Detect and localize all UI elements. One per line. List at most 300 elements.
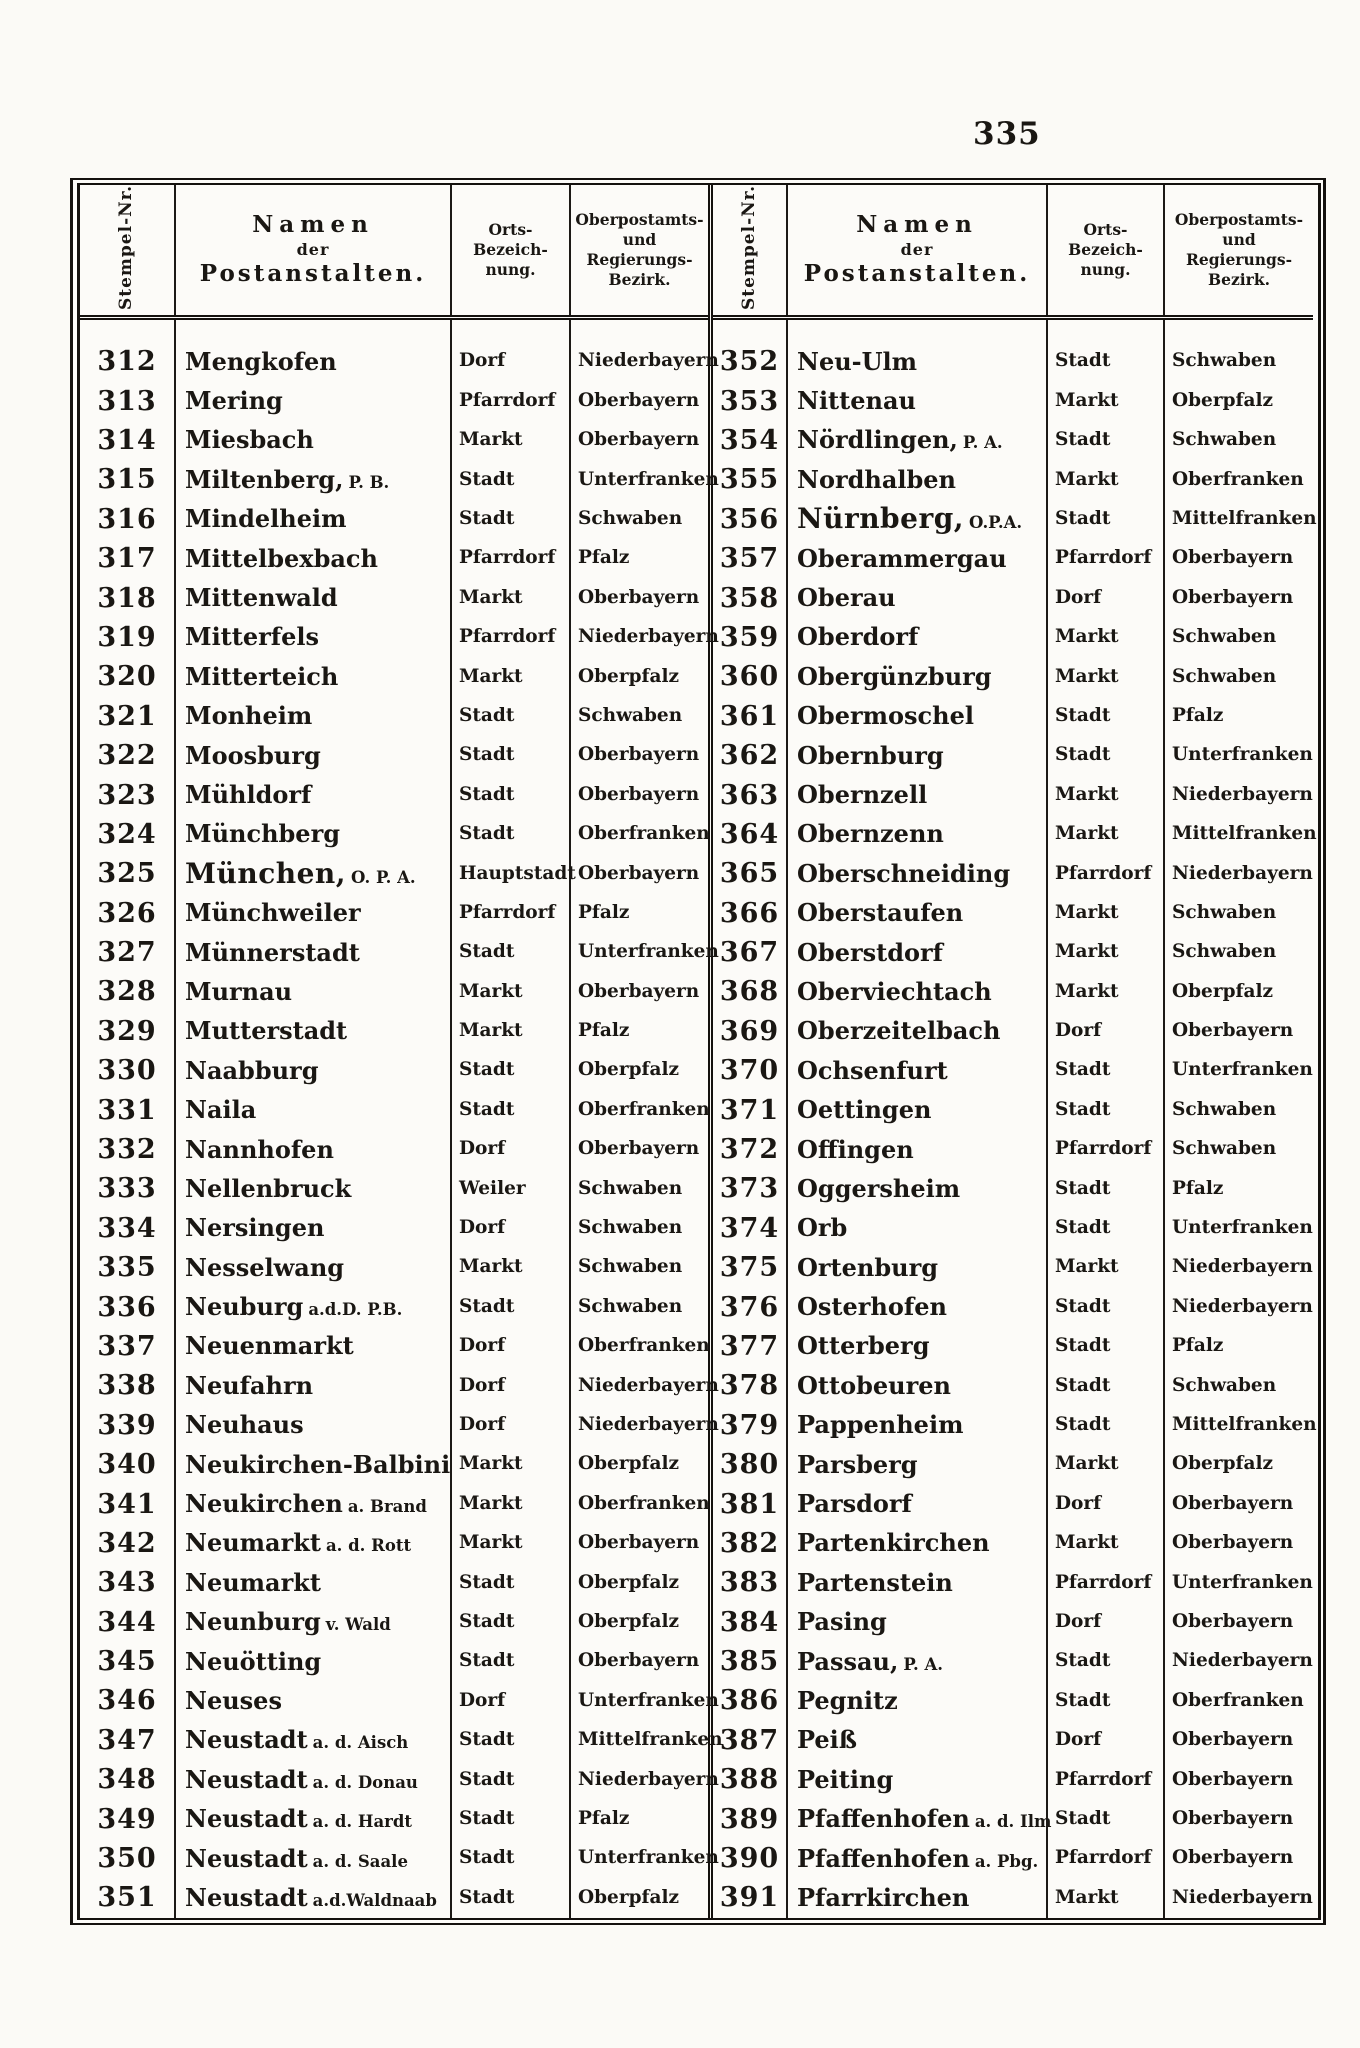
postanstalt-name [787, 1051, 1047, 1090]
postanstalt-name [175, 775, 451, 814]
postanstalt-name [175, 1603, 451, 1642]
orts-bezeichnung: Pfarrdorf [1047, 1563, 1164, 1602]
place-name: Pfaffenhofen [797, 1804, 970, 1834]
stempel-nr: 349 [97, 1803, 157, 1835]
place-name: Neustadt [185, 1804, 308, 1834]
stempel-nr: 329 [97, 1015, 157, 1047]
orts-bezeichnung: Dorf [451, 1327, 570, 1366]
regierungs-bezirk: Pfalz [570, 893, 708, 932]
place-name: Neuenmarkt [185, 1331, 354, 1361]
postanstalt-name [787, 1799, 1052, 1838]
stempel-nr: 365 [719, 858, 780, 890]
postanstalt-name [175, 1524, 451, 1563]
postanstalt-name [175, 972, 451, 1011]
place-name: Mering [185, 386, 283, 416]
place-name: Mitterteich [185, 661, 339, 691]
table-row [80, 421, 708, 460]
place-name: Mühldorf [185, 780, 312, 809]
place-name-suffix: a. d. Rott [325, 1536, 412, 1556]
regierungs-bezirk: Oberfranken [570, 1484, 708, 1523]
orts-bezeichnung: Stadt [451, 1839, 570, 1878]
place-name: Pfaffenhofen [797, 1843, 970, 1873]
postanstalt-name [787, 318, 1047, 382]
regierungs-bezirk: Niederbayern [1164, 854, 1313, 893]
regierungs-bezirk: Oberpfalz [570, 1563, 708, 1602]
stempel-nr: 359 [719, 621, 780, 653]
stempel-nr: 390 [719, 1843, 780, 1875]
postanstalt-name [175, 539, 451, 578]
regierungs-bezirk: Oberbayern [570, 421, 708, 460]
stempel-nr: 384 [719, 1606, 780, 1638]
regierungs-bezirk: Oberbayern [1164, 1760, 1313, 1799]
postanstalt-name [787, 1209, 1047, 1248]
postanstalt-name [175, 500, 451, 539]
stempel-nr: 322 [97, 740, 157, 772]
orts-bezeichnung: Pfarrdorf [451, 539, 570, 578]
place-name: Ochsenfurt [797, 1055, 948, 1085]
orts-bezeichnung: Markt [451, 421, 570, 460]
regierungs-bezirk: Oberpfalz [1164, 381, 1313, 420]
place-name: Neukirchen [185, 1489, 343, 1519]
postanstalt-name [787, 1287, 1047, 1326]
table-left-half [80, 185, 723, 1918]
postanstalt-name [175, 1130, 451, 1169]
regierungs-bezirk: Oberbayern [570, 775, 708, 814]
postanstalt-name [787, 1445, 1047, 1484]
stempel-nr: 387 [719, 1724, 780, 1756]
orts-bezeichnung: Stadt [451, 1760, 570, 1799]
stempel-nr: 339 [97, 1409, 157, 1441]
place-name-suffix: a. d. Hardt [312, 1812, 413, 1832]
stempel-nr: 380 [719, 1449, 780, 1481]
regierungs-bezirk: Pfalz [1164, 697, 1313, 736]
place-name: Obernzenn [797, 819, 944, 849]
regierungs-bezirk: Schwaben [1164, 1366, 1313, 1405]
orts-bezeichnung: Stadt [1047, 1090, 1164, 1129]
postanstalt-name [175, 1563, 451, 1602]
header-orts-bezeichnung: Orts- Bezeich- nung. [1047, 185, 1164, 318]
postanstalt-name [787, 854, 1047, 893]
orts-bezeichnung: Markt [1047, 1445, 1164, 1484]
place-name: Mutterstadt [185, 1016, 348, 1046]
regierungs-bezirk: Niederbayern [570, 318, 708, 382]
place-name: Nördlingen, [797, 425, 958, 455]
stempel-nr: 383 [719, 1567, 780, 1599]
postanstalt-name [787, 539, 1047, 578]
postanstalt-name [175, 657, 451, 696]
place-name: Neumarkt [185, 1528, 321, 1558]
postanstalt-name [175, 381, 451, 420]
regierungs-bezirk: Mittelfranken [1164, 815, 1313, 854]
table-row [713, 421, 1313, 460]
regierungs-bezirk: Mittelfranken [1164, 500, 1313, 539]
place-name: Oberdorf [797, 622, 919, 652]
stempel-nr: 342 [97, 1527, 157, 1559]
orts-bezeichnung: Stadt [451, 697, 570, 736]
stempel-nr: 335 [97, 1252, 157, 1284]
place-name: Oberstaufen [797, 898, 964, 928]
regierungs-bezirk: Oberpfalz [1164, 972, 1313, 1011]
place-name-suffix: a. Brand [347, 1497, 427, 1517]
stempel-nr: 368 [719, 976, 780, 1008]
place-name: Neumarkt [185, 1567, 321, 1597]
stempel-nr: 360 [719, 661, 780, 693]
regierungs-bezirk: Oberbayern [570, 736, 708, 775]
postanstalt-name [175, 697, 451, 736]
orts-bezeichnung: Stadt [451, 1563, 570, 1602]
stempel-nr: 376 [719, 1291, 780, 1323]
regierungs-bezirk: Oberbayern [570, 1130, 708, 1169]
orts-bezeichnung: Stadt [451, 1603, 570, 1642]
postanstalt-name [175, 1406, 451, 1445]
place-name-suffix: a.d.Waldnaab [312, 1890, 437, 1910]
postanstalt-name [787, 1366, 1047, 1405]
table-right-half [708, 185, 1317, 1918]
place-name: München, [185, 856, 347, 890]
stempel-nr: 358 [719, 582, 780, 614]
header-stempel-nr: Stempel-Nr. [80, 185, 175, 318]
place-name: Oberstdorf [797, 937, 943, 967]
regierungs-bezirk: Oberbayern [570, 972, 708, 1011]
header-namen: Namen der Postanstalten. [787, 185, 1047, 318]
postanstalt-name [175, 1169, 451, 1208]
regierungs-bezirk: Oberbayern [1164, 1839, 1313, 1878]
place-name: Mindelheim [185, 504, 347, 534]
place-name: Oberammergau [797, 543, 1007, 573]
regierungs-bezirk: Oberpfalz [570, 1051, 708, 1090]
orts-bezeichnung: Stadt [451, 500, 570, 539]
place-name: Münnerstadt [185, 937, 360, 967]
regierungs-bezirk: Schwaben [1164, 618, 1313, 657]
orts-bezeichnung: Stadt [451, 1287, 570, 1326]
orts-bezeichnung: Stadt [1047, 1209, 1164, 1248]
postanstalt-name [175, 318, 451, 382]
table-row [80, 539, 708, 578]
regierungs-bezirk: Niederbayern [1164, 1287, 1313, 1326]
regierungs-bezirk: Niederbayern [570, 1406, 708, 1445]
stempel-nr: 385 [719, 1646, 780, 1678]
orts-bezeichnung: Dorf [451, 1209, 570, 1248]
table-row [713, 578, 1313, 617]
stempel-nr: 369 [719, 1015, 780, 1047]
page-number: 335 [973, 116, 1041, 152]
orts-bezeichnung: Markt [1047, 775, 1164, 814]
regierungs-bezirk: Mittelfranken [1164, 1406, 1313, 1445]
postanstalt-name [175, 1209, 451, 1248]
postanstalt-name [175, 578, 451, 617]
regierungs-bezirk: Oberfranken [1164, 1681, 1313, 1720]
stempel-nr: 333 [97, 1173, 157, 1205]
table-row [713, 1169, 1313, 1208]
regierungs-bezirk: Schwaben [1164, 657, 1313, 696]
orts-bezeichnung: Markt [451, 578, 570, 617]
stempel-nr: 338 [97, 1370, 157, 1402]
table-row [713, 1642, 1313, 1681]
table-row [80, 1366, 708, 1405]
place-name: Partenstein [797, 1567, 953, 1597]
orts-bezeichnung: Dorf [451, 1681, 570, 1720]
regierungs-bezirk: Oberfranken [570, 1090, 708, 1129]
table-row [713, 1445, 1313, 1484]
postanstalt-name [787, 1484, 1047, 1523]
place-name-suffix: a. d. Donau [312, 1772, 418, 1792]
regierungs-bezirk: Pfalz [570, 1799, 708, 1838]
postanstalt-name [787, 421, 1047, 460]
orts-bezeichnung: Stadt [1047, 1799, 1164, 1838]
table-row [80, 1799, 708, 1838]
table-row [713, 1051, 1313, 1090]
table-row [80, 1209, 708, 1248]
place-name: Nellenbruck [185, 1173, 352, 1203]
postanstalt-name [787, 1327, 1047, 1366]
stempel-nr: 391 [719, 1882, 780, 1914]
regierungs-bezirk: Schwaben [1164, 318, 1313, 382]
postanstalt-name [175, 1484, 451, 1523]
table-row [80, 1839, 708, 1878]
place-name: Neuhaus [185, 1410, 304, 1440]
regierungs-bezirk: Oberbayern [1164, 539, 1313, 578]
postanstalt-name [787, 578, 1047, 617]
place-name: Neuötting [185, 1646, 322, 1676]
regierungs-bezirk: Oberpfalz [1164, 1445, 1313, 1484]
table-row [80, 500, 708, 539]
stempel-nr: 361 [719, 700, 780, 732]
place-name: Naila [185, 1095, 257, 1125]
regierungs-bezirk: Oberfranken [570, 815, 708, 854]
regierungs-bezirk: Schwaben [1164, 893, 1313, 932]
stempel-nr: 362 [719, 740, 780, 772]
regierungs-bezirk: Oberbayern [1164, 1012, 1313, 1051]
table-row [713, 1524, 1313, 1563]
regierungs-bezirk: Oberbayern [570, 381, 708, 420]
stempel-nr: 382 [719, 1527, 780, 1559]
stempel-nr: 389 [719, 1803, 780, 1835]
place-name: Nannhofen [185, 1134, 334, 1164]
regierungs-bezirk: Schwaben [570, 697, 708, 736]
place-name: Neustadt [185, 1764, 308, 1794]
table-row [713, 933, 1313, 972]
orts-bezeichnung: Stadt [1047, 500, 1164, 539]
place-name: Obernzell [797, 780, 928, 809]
table-row [80, 1878, 708, 1917]
postanstalt-name [787, 618, 1047, 657]
orts-bezeichnung: Markt [1047, 933, 1164, 972]
stempel-nr: 337 [97, 1330, 157, 1362]
stempel-nr: 313 [97, 385, 157, 417]
regierungs-bezirk: Unterfranken [1164, 736, 1313, 775]
place-name: Neukirchen-Balbini [185, 1449, 451, 1479]
orts-bezeichnung: Stadt [1047, 697, 1164, 736]
orts-bezeichnung: Dorf [451, 1366, 570, 1405]
regierungs-bezirk: Schwaben [570, 1209, 708, 1248]
regierungs-bezirk: Niederbayern [1164, 1642, 1313, 1681]
postanstalt-name [787, 736, 1047, 775]
orts-bezeichnung: Markt [1047, 815, 1164, 854]
regierungs-bezirk: Pfalz [1164, 1327, 1313, 1366]
place-name: Mittenwald [185, 583, 338, 613]
postanstalt-name [175, 618, 451, 657]
place-name: Neu-Ulm [797, 346, 918, 376]
postanstalt-name [175, 421, 451, 460]
table-row [713, 1760, 1313, 1799]
orts-bezeichnung: Stadt [1047, 1406, 1164, 1445]
place-name-suffix: O. P. A. [351, 867, 416, 887]
stempel-nr: 331 [97, 1094, 157, 1126]
place-name: Oettingen [797, 1095, 932, 1125]
regierungs-bezirk: Pfalz [1164, 1169, 1313, 1208]
place-name-suffix: P. B. [348, 472, 390, 492]
postanstalt-name [787, 1603, 1047, 1642]
stempel-nr: 325 [97, 858, 157, 890]
regierungs-bezirk: Oberbayern [1164, 1799, 1313, 1838]
place-name: Parsdorf [797, 1489, 912, 1519]
orts-bezeichnung: Stadt [451, 815, 570, 854]
place-name: Nittenau [797, 386, 916, 416]
stempel-nr: 320 [97, 661, 157, 693]
place-name: Orb [797, 1213, 848, 1243]
regierungs-bezirk: Pfalz [570, 539, 708, 578]
orts-bezeichnung: Pfarrdorf [1047, 854, 1164, 893]
table-row [80, 815, 708, 854]
table-row [80, 1327, 708, 1366]
stempel-nr: 381 [719, 1488, 780, 1520]
table-row [80, 618, 708, 657]
place-name: Miesbach [185, 425, 314, 455]
place-name-suffix: a. Pbg. [974, 1851, 1039, 1871]
place-name: Mitterfels [185, 622, 319, 652]
postanstalt-name [787, 1248, 1047, 1287]
orts-bezeichnung: Markt [1047, 1878, 1164, 1917]
table-row [80, 1287, 708, 1326]
regierungs-bezirk: Unterfranken [570, 1681, 708, 1720]
place-name: Oberviechtach [797, 976, 992, 1006]
stempel-nr: 357 [719, 543, 780, 575]
orts-bezeichnung: Stadt [451, 1642, 570, 1681]
place-name: Ortenburg [797, 1252, 939, 1282]
table-row [80, 1248, 708, 1287]
orts-bezeichnung: Stadt [451, 1721, 570, 1760]
postanstalt-name [787, 1839, 1047, 1878]
place-name: Oberschneiding [797, 858, 1011, 888]
stempel-nr: 343 [97, 1567, 157, 1599]
orts-bezeichnung: Stadt [1047, 1327, 1164, 1366]
orts-bezeichnung: Stadt [451, 1878, 570, 1917]
table-row [80, 1563, 708, 1602]
postanstalt-name [175, 1287, 451, 1326]
stempel-nr: 379 [719, 1409, 780, 1441]
orts-bezeichnung: Pfarrdorf [1047, 1130, 1164, 1169]
table-row [80, 1090, 708, 1129]
stempel-nr: 386 [719, 1685, 780, 1717]
place-name: Mittelbexbach [185, 543, 378, 573]
orts-bezeichnung: Markt [451, 1012, 570, 1051]
orts-bezeichnung: Stadt [1047, 1169, 1164, 1208]
regierungs-bezirk: Oberbayern [570, 1642, 708, 1681]
place-name-suffix: a. d. Ilm [974, 1812, 1052, 1832]
stempel-nr: 332 [97, 1134, 157, 1166]
regierungs-bezirk: Niederbayern [570, 1366, 708, 1405]
regierungs-bezirk: Oberbayern [1164, 578, 1313, 617]
orts-bezeichnung: Markt [451, 1484, 570, 1523]
place-name: Ottobeuren [797, 1370, 951, 1400]
orts-bezeichnung: Stadt [451, 460, 570, 499]
orts-bezeichnung: Markt [451, 972, 570, 1011]
place-name: Osterhofen [797, 1292, 947, 1322]
place-name: Murnau [185, 976, 293, 1006]
table-row [713, 1287, 1313, 1326]
place-name: Obergünzburg [797, 661, 992, 691]
orts-bezeichnung: Markt [1047, 657, 1164, 696]
orts-bezeichnung: Pfarrdorf [1047, 1839, 1164, 1878]
stempel-nr: 321 [97, 700, 157, 732]
place-name: Neuses [185, 1685, 282, 1715]
orts-bezeichnung: Stadt [1047, 1287, 1164, 1326]
place-name-suffix: P. A. [903, 1654, 944, 1674]
postanstalt-name [175, 1090, 451, 1129]
place-name: Münchberg [185, 819, 341, 849]
regierungs-bezirk: Oberbayern [1164, 1484, 1313, 1523]
stempel-nr: 363 [719, 779, 780, 811]
stempel-nr: 316 [97, 503, 157, 535]
place-name: Nürnberg, [797, 502, 965, 536]
place-name: Pappenheim [797, 1410, 964, 1440]
postanstalt-name [787, 657, 1047, 696]
regierungs-bezirk: Schwaben [1164, 933, 1313, 972]
postanstalt-name [787, 1681, 1047, 1720]
regierungs-bezirk: Unterfranken [570, 1839, 708, 1878]
regierungs-bezirk: Schwaben [570, 1248, 708, 1287]
place-name: Nersingen [185, 1213, 325, 1243]
postanstalt-name [787, 1563, 1047, 1602]
table-row [713, 893, 1313, 932]
orts-bezeichnung: Stadt [1047, 421, 1164, 460]
header-namen: Namen der Postanstalten. [175, 185, 451, 318]
postanstalt-name [787, 697, 1047, 736]
stempel-nr: 315 [97, 464, 157, 496]
postanstalt-name [787, 775, 1047, 814]
place-name: Oggersheim [797, 1173, 961, 1203]
stempel-nr: 344 [97, 1606, 157, 1638]
orts-bezeichnung: Stadt [451, 933, 570, 972]
table-row [713, 775, 1313, 814]
stempel-nr: 354 [719, 424, 780, 456]
postanstalt-name [787, 933, 1047, 972]
regierungs-bezirk: Niederbayern [570, 1760, 708, 1799]
regierungs-bezirk: Oberbayern [570, 1524, 708, 1563]
postanstalt-name [175, 1799, 451, 1838]
stempel-nr: 327 [97, 937, 157, 969]
place-name-suffix: a.d.D. P.B. [308, 1300, 403, 1320]
postanstalt-name [787, 460, 1047, 499]
postanstalt-name [787, 381, 1047, 420]
table-row [713, 1484, 1313, 1523]
table-row [80, 1484, 708, 1523]
orts-bezeichnung: Pfarrdorf [451, 893, 570, 932]
postanstalt-name [787, 1130, 1047, 1169]
orts-bezeichnung: Markt [1047, 972, 1164, 1011]
header-stempel-nr: Stempel-Nr. [713, 185, 787, 318]
place-name: Pegnitz [797, 1685, 898, 1715]
regierungs-bezirk: Schwaben [1164, 1130, 1313, 1169]
table-row [80, 1445, 708, 1484]
table-row [80, 736, 708, 775]
regierungs-bezirk: Oberbayern [570, 854, 708, 893]
postanstalt-name [175, 1760, 451, 1799]
orts-bezeichnung: Pfarrdorf [1047, 1760, 1164, 1799]
orts-bezeichnung: Stadt [1047, 318, 1164, 382]
regierungs-bezirk: Oberfranken [570, 1327, 708, 1366]
stempel-nr: 347 [97, 1724, 157, 1756]
